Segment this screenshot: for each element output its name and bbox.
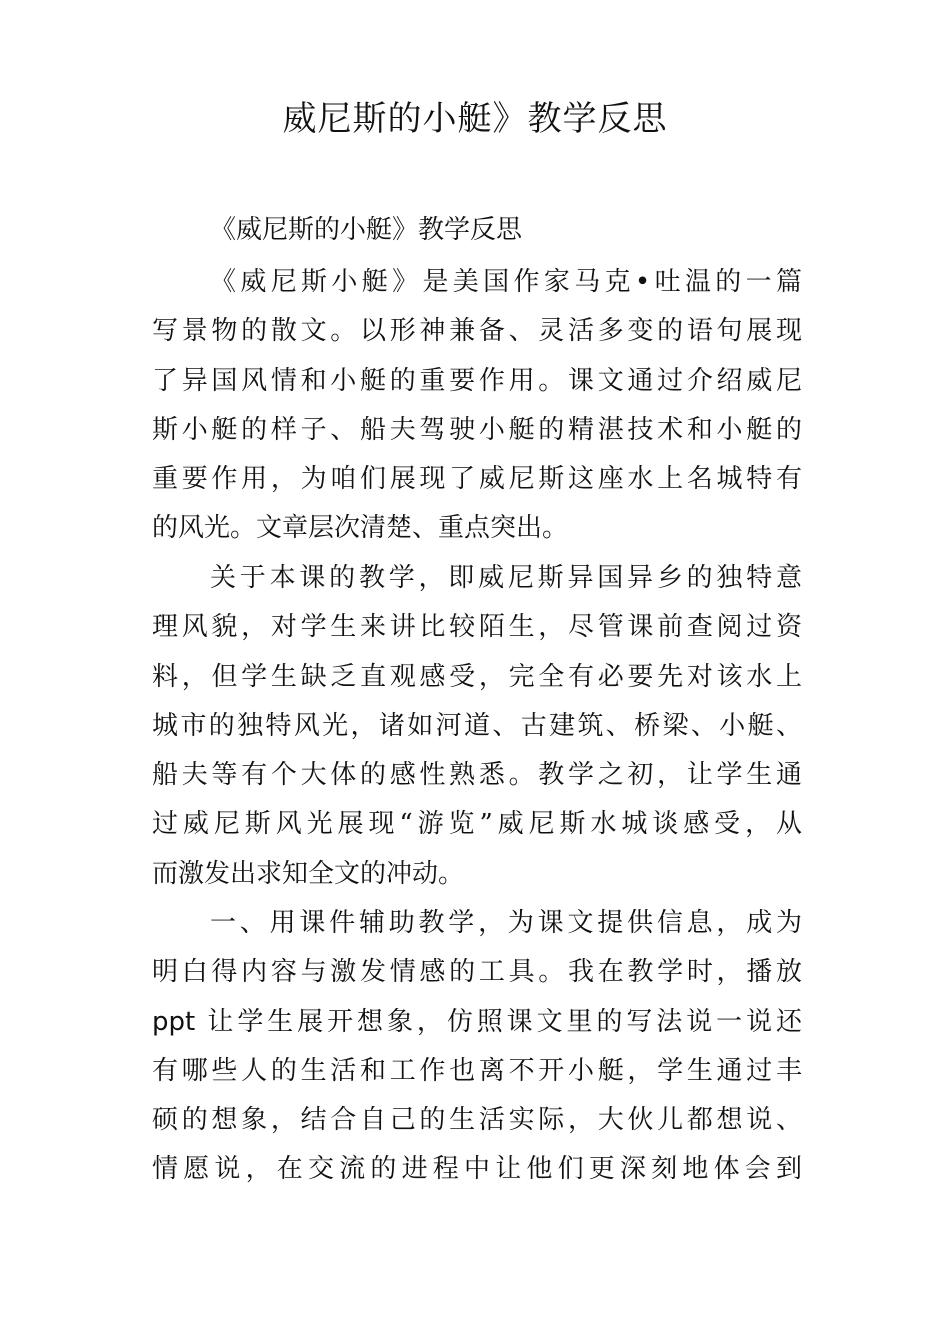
text-line: 斯小艇的样子、船夫驾驶小艇的精湛技术和小艇的: [152, 414, 802, 445]
document-subtitle: 《威尼斯的小艇》教学反思: [210, 215, 523, 245]
paragraph-courseware: [152, 899, 802, 1195]
text-line: 过威尼斯风光展现“游览”威尼斯水城谈感受，从: [152, 809, 802, 840]
text-line: 写景物的散文。以形神兼备、灵活多变的语句展现: [152, 316, 802, 347]
text-line: 关于本课的教学，即威尼斯异国异乡的独特意: [210, 563, 802, 593]
text-line: 《威尼斯小艇》是美国作家马克•吐温的一篇: [210, 267, 802, 297]
text-line: 了异国风情和小艇的重要作用。课文通过介绍威尼: [152, 365, 802, 396]
ppt-word: ppt: [152, 1006, 196, 1037]
text-line: 理风貌，对学生来讲比较陌生，尽管课前查阅过资: [152, 612, 802, 643]
text-line: 的风光。文章层次清楚、重点突出。: [152, 513, 569, 544]
text-line: 明白得内容与激发情感的工具。我在教学时，播放: [152, 957, 802, 988]
text-line: 硕的想象，结合自己的生活实际，大伙儿都想说、: [152, 1105, 802, 1136]
text-line: 船夫等有个大体的感性熟悉。教学之初，让学生通: [152, 760, 802, 791]
document-title: 威尼斯的小艇》教学反思: [282, 99, 668, 139]
text-line: 重要作用，为咱们展现了威尼斯这座水上名城特有: [152, 464, 802, 495]
text-line: 料，但学生缺乏直观感受，完全有必要先对该水上: [152, 661, 802, 692]
text-line: [152, 998, 802, 1047]
text-line-rest: 让学生展开想象，仿照课文里的写法说一说还: [207, 1006, 802, 1037]
text-line: 城市的独特风光，诸如河道、古建筑、桥梁、小艇、: [152, 710, 802, 741]
text-line: 有哪些人的生活和工作也离不开小艇，学生通过丰: [152, 1055, 802, 1086]
text-line: 一、用课件辅助教学，为课文提供信息，成为: [210, 908, 802, 938]
text-line: 情愿说，在交流的进程中让他们更深刻地体会到: [152, 1154, 802, 1185]
text-line: 而激发出求知全文的冲动。: [152, 858, 465, 889]
paragraph-teaching: [152, 554, 802, 899]
paragraph-intro: [152, 258, 802, 554]
